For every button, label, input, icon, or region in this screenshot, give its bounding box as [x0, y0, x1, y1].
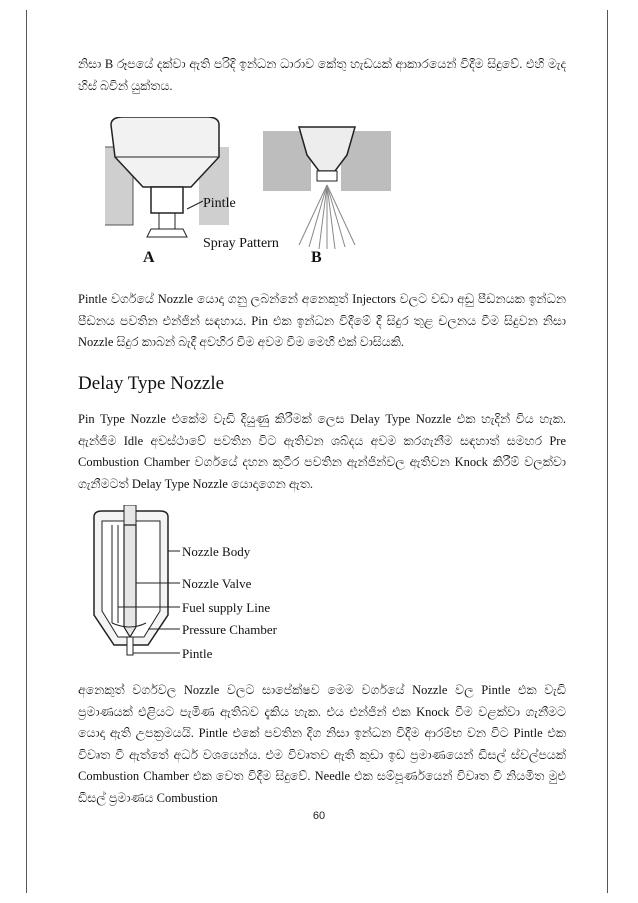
nozzle-diagram-b — [263, 127, 391, 249]
label-a: A — [143, 249, 155, 265]
paragraph-intro: නිසා B රූපයේ දක්වා ඇති පරිදි ඉන්ධන ධාරාව කේතු හැඩයක් ආකාරයෙන් විදීම සිදුවේ. එහි මැද හිස් බවින් යුක්තය. — [78, 57, 566, 93]
label-fuel-supply-line: Fuel supply Line — [182, 600, 271, 615]
nozzle-diagram-a — [105, 117, 229, 237]
section-heading: Delay Type Nozzle — [78, 373, 225, 394]
label-nozzle-valve: Nozzle Valve — [182, 576, 252, 591]
label-b: B — [311, 249, 322, 265]
paragraph-pintle: Pintle වර්ගයේ Nozzle යොදා ගනු ලබන්නේ අනෙකුත් Injectors වලට වඩා අඩු පීඩනයක ඉන්ධන පීඩනය පවතින එන්ජින් සඳහාය. Pin එක ඉන්ධන විදීමේ දී සිදුර තුළ චලනය වීම සිදුවන නිසා Nozzle සිදුර කාබන් බැදී අවහිර වීම අවම වීම මෙහි එක් වාසියකි. — [78, 292, 566, 349]
label-nozzle-body: Nozzle Body — [182, 544, 251, 559]
page-right-border — [607, 10, 608, 893]
pintle-nozzle-figure — [103, 117, 403, 265]
paragraph-delay-operation: අනෙකුත් වර්ගවල Nozzle වලට සාපේක්ෂව මෙම වර්ගයේ Nozzle වල Pintle එක වැඩි ප්‍රමාණයක් එළියට පැමිණ ඇතිබව දැකිය හැක. එය එන්ජින් එක Knock වීම වළක්වා ගැනීමට යොදා ඇති උපක්‍රමයයි. Pintle එකේ පවතින දිග නිසා ඉන්ධන විදීම ආරම්භ වන විට Pintle එක විවෘත වී ඇත්තේ අර්ධ වශයෙන්ය. එම විවෘතව ඇති කුඩා ඉඩ ප්‍රමාණයෙන් ඩීසල් ස්වල්පයක් Combustion Chamber එක වෙත විදීම සිදුවේ. Needle එක සම්පූර්ණයෙන් විවෘත වී නියමිත මුළු ඩීසල් ප්‍රමාණය Combustion — [78, 683, 566, 805]
paragraph-delay-type: Pin Type Nozzle එකේම වැඩි දියුණු කිරීමක් ලෙස Delay Type Nozzle එක හැදින් විය හැක. ඇන්ජිම Idle අවස්ථාවේ පවතින විට ඇතිවන ශබ්දය අවම කරගැනීම සඳහාත් සමහර Pre Combustion Chamber වර්ගයේ දහන කුටීර පවතින ඇන්ජින්වල ඇතිවන Knock කිරීම් වලක්වා ගැනීමටත් Delay Type Nozzle යොදාගෙන ඇත. — [78, 412, 566, 491]
delay-type-nozzle-figure — [88, 505, 328, 665]
label-spray-pattern: Spray Pattern — [203, 236, 279, 251]
nozzle-cross-section — [94, 505, 168, 655]
page-left-border — [26, 10, 27, 893]
label-pintle: Pintle — [203, 196, 236, 211]
label-pintle-2: Pintle — [182, 646, 213, 661]
label-pressure-chamber: Pressure Chamber — [182, 622, 277, 637]
page-number: 60 — [312, 810, 326, 822]
